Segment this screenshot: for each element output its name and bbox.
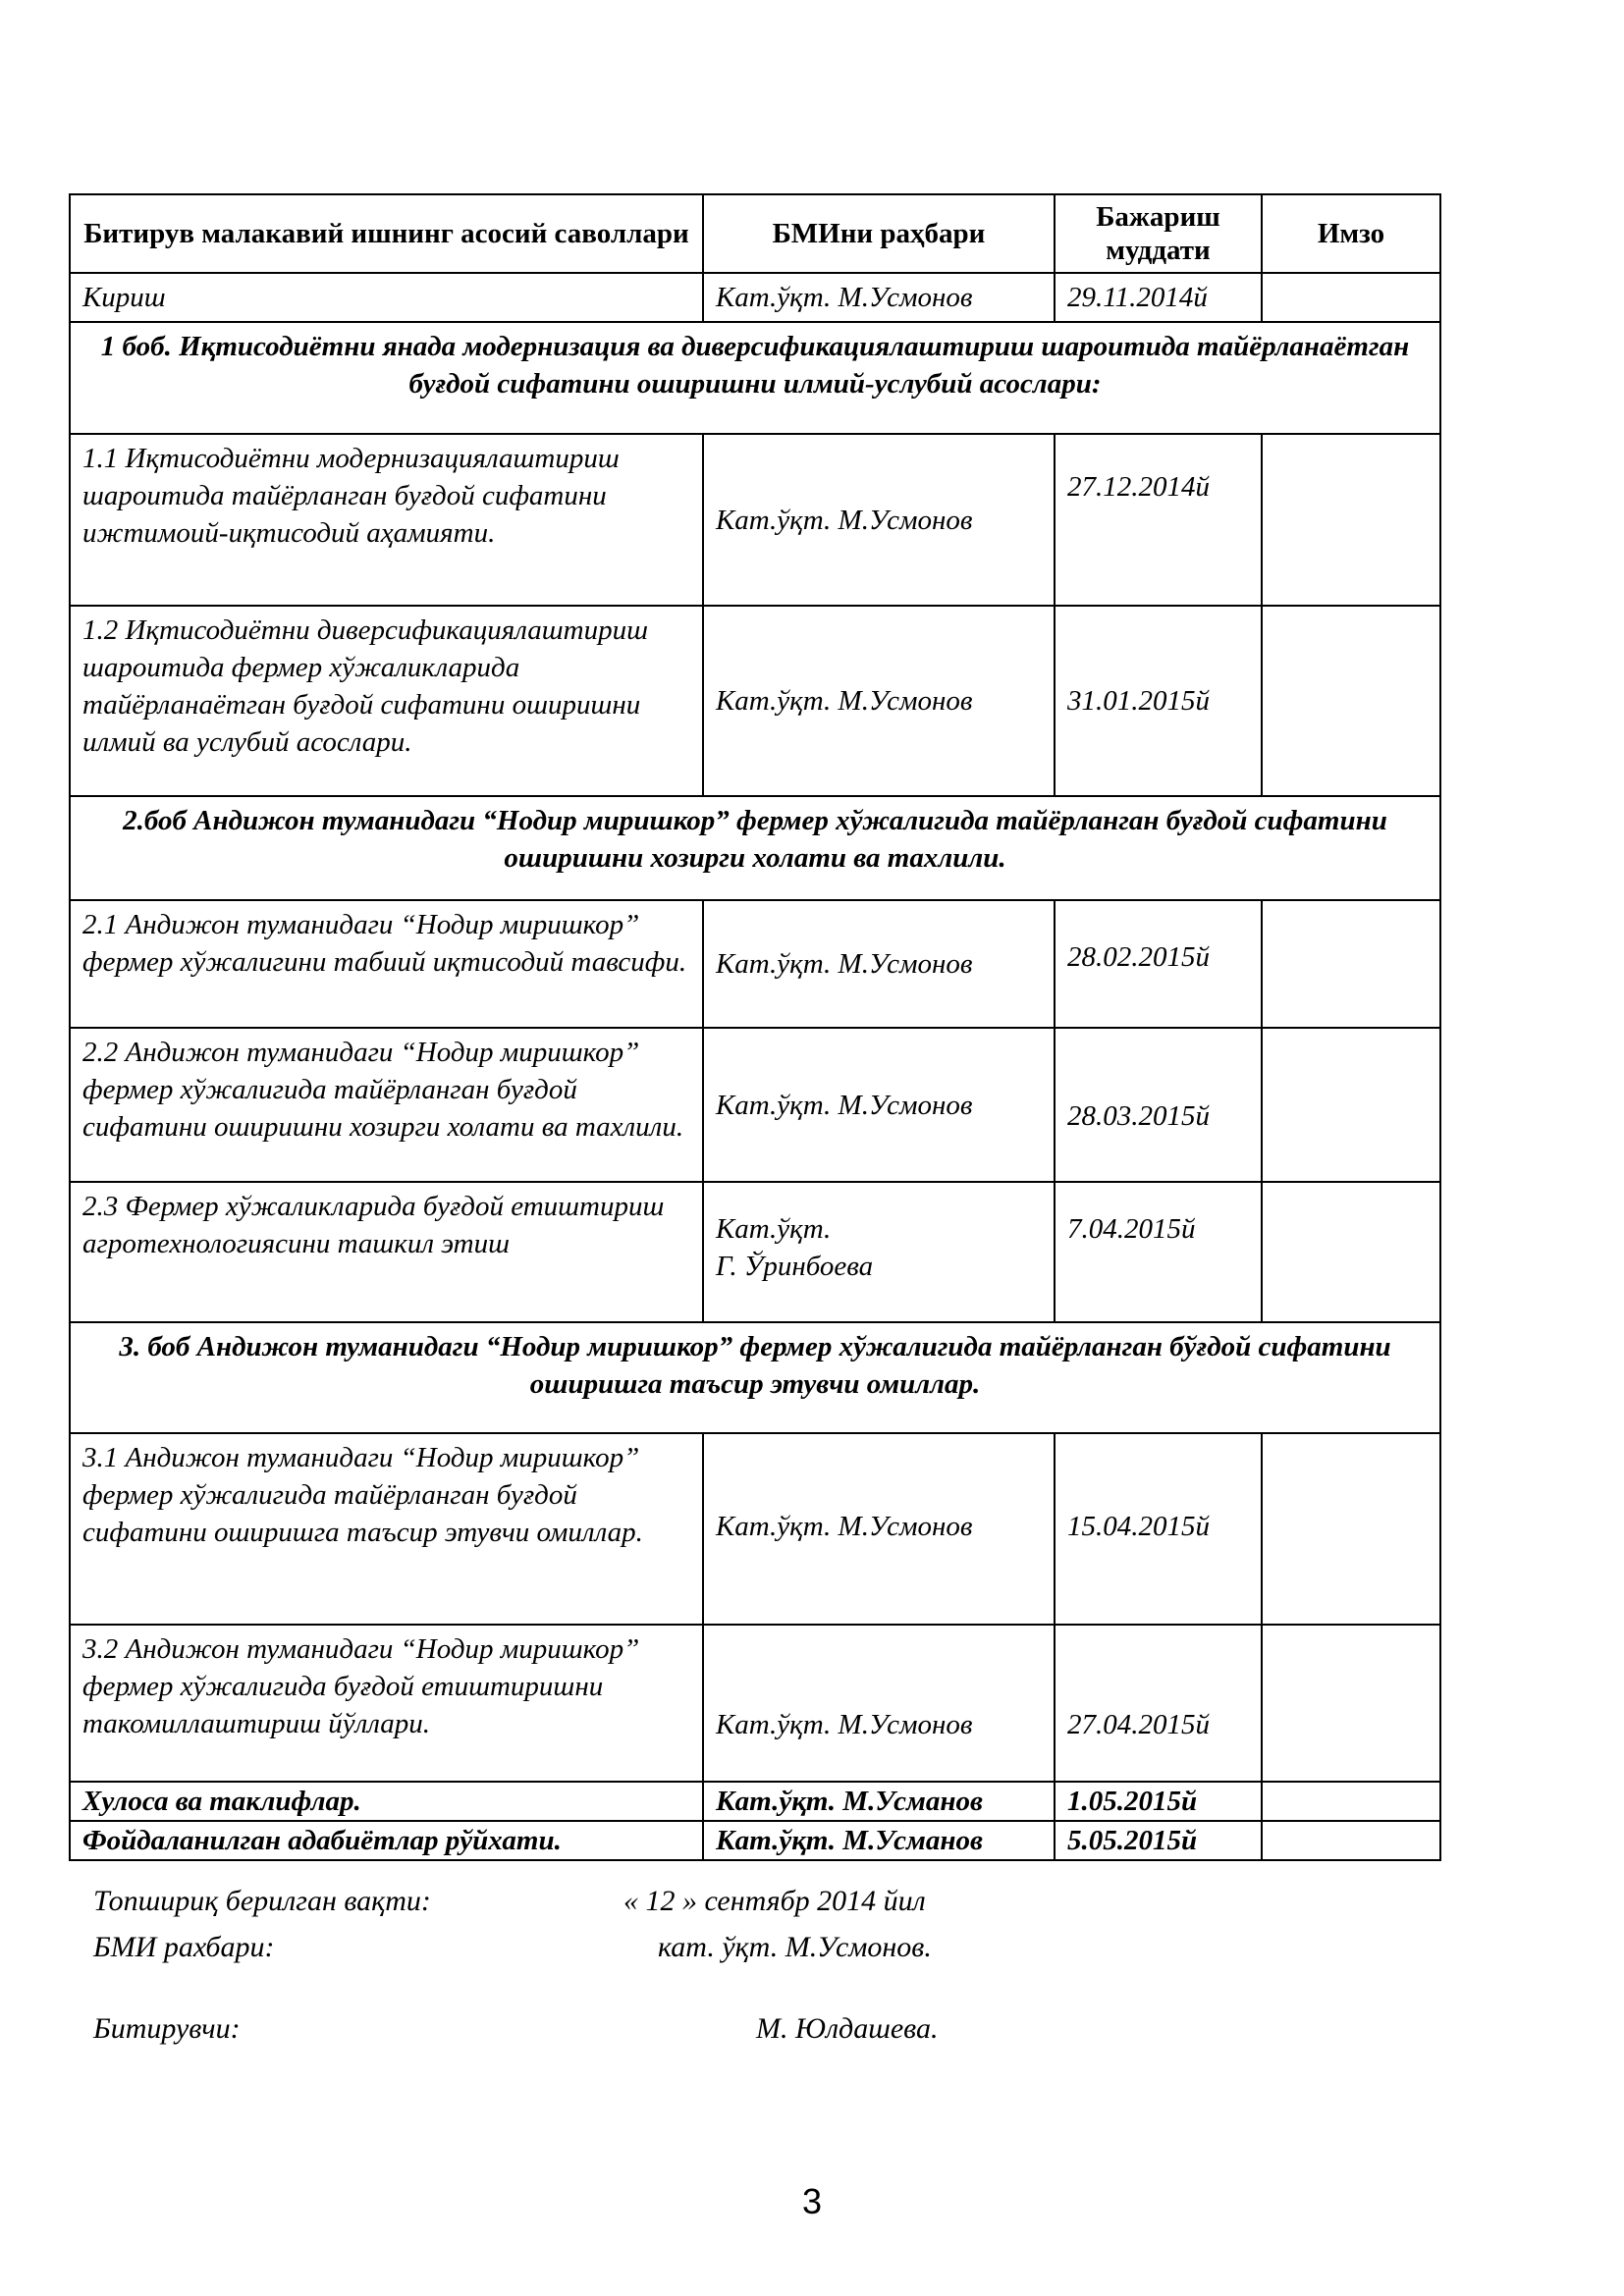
supervisor-cell: Кат.ўқт. М.Усмонов xyxy=(703,1433,1055,1625)
header-deadline: Бажариш муддати xyxy=(1055,194,1262,273)
topic-cell: 2.2 Андижон туманидаги “Нодир миришкор” фермер хўжалигида тайёрланган буғдой сифатини оширишни хозирги холати ва тахлили. xyxy=(70,1028,703,1182)
table-row xyxy=(70,1821,1440,1860)
header-questions: Битирув малакавий ишнинг асосий саволлари xyxy=(70,194,703,273)
topic-cell: 1.2 Иқтисодиётни диверсификациялаштириш шароитида фермер хўжаликларида тайёрланаётган буғдой сифатини оширишни илмий ва услубий асослари. xyxy=(70,606,703,796)
supervisor-cell: Кат.ўқт. М.Усмонов xyxy=(703,606,1055,796)
graduate-label: Битирувчи: xyxy=(93,2012,241,2045)
signature-cell xyxy=(1262,1782,1440,1821)
topic-cell: 3.1 Андижон туманидаги “Нодир миришкор” фермер хўжалигида тайёрланган буғдой сифатини оширишга таъсир этувчи омиллар. xyxy=(70,1433,703,1625)
signature-cell xyxy=(1262,1028,1440,1182)
topic-cell: 1.1 Иқтисодиётни модернизациялаштириш шароитида тайёрланган буғдой сифатини ижтимоий-иқтисодий аҳамияти. xyxy=(70,434,703,606)
page-number: 3 xyxy=(801,2181,823,2221)
deadline-cell: 7.04.2015й xyxy=(1055,1182,1262,1322)
signature-cell xyxy=(1262,434,1440,606)
chapter-row xyxy=(70,322,1440,434)
table-row xyxy=(70,900,1440,1028)
deadline-cell: 27.12.2014й xyxy=(1055,434,1262,606)
supervisor-cell: Кат.ўқт. М.Усмонов xyxy=(703,1028,1055,1182)
signature-cell xyxy=(1262,1182,1440,1322)
table-row xyxy=(70,1028,1440,1182)
schedule-table xyxy=(69,193,1441,1861)
deadline-cell: 28.02.2015й xyxy=(1055,900,1262,1028)
graduate-value: М. Юлдашева. xyxy=(756,2012,939,2045)
topic-cell: 2.3 Фермер хўжаликларида буғдой етиштириш агротехнологиясини ташкил этиш xyxy=(70,1182,703,1322)
deadline-cell: 27.04.2015й xyxy=(1055,1625,1262,1782)
table-row xyxy=(70,434,1440,606)
topic-cell: Хулоса ва таклифлар. xyxy=(70,1782,703,1821)
supervisor-cell: Кат.ўқт. М.Усмонов xyxy=(703,900,1055,1028)
table-row xyxy=(70,273,1440,322)
supervisor-cell: Кат.ўқт. М.Усмонов xyxy=(703,434,1055,606)
supervisor-cell: Кат.ўқт. М.Усманов xyxy=(703,1821,1055,1860)
chapter-title: 1 боб. Иқтисодиётни янада модернизация ва диверсификациялаштириш шароитида тайёрланаётган буғдой сифатини оширишни илмий-услубий асослари: xyxy=(70,322,1440,434)
deadline-cell: 1.05.2015й xyxy=(1055,1782,1262,1821)
signature-cell xyxy=(1262,273,1440,322)
chapter-row xyxy=(70,796,1440,900)
chapter-title: 2.боб Андижон туманидаги “Нодир миришкор” фермер хўжалигида тайёрланган буғдой сифатини оширишни хозирги холати ва тахлили. xyxy=(70,796,1440,900)
header-row xyxy=(70,194,1440,273)
assigned-value: « 12 » сентябр 2014 йил xyxy=(623,1885,926,1917)
supervisor-value: кат. ўқт. М.Усмонов. xyxy=(658,1931,932,1963)
topic-cell: 3.2 Андижон туманидаги “Нодир миришкор” фермер хўжалигида буғдой етиштиришни такомиллаштириш йўллари. xyxy=(70,1625,703,1782)
assigned-date-line xyxy=(93,1885,926,1918)
signature-cell xyxy=(1262,1625,1440,1782)
supervisor-label: БМИ рахбари: xyxy=(93,1931,275,1963)
supervisor-line xyxy=(93,1931,932,1964)
signature-cell xyxy=(1262,900,1440,1028)
supervisor-cell: Кат.ўқт. М.Усмонов xyxy=(703,273,1055,322)
supervisor-cell: Кат.ўқт. М.Усманов xyxy=(703,1782,1055,1821)
chapter-row xyxy=(70,1322,1440,1433)
chapter-title: 3. боб Андижон туманидаги “Нодир миришкор” фермер хўжалигида тайёрланган бўғдой сифатини оширишга таъсир этувчи омиллар. xyxy=(70,1322,1440,1433)
signature-cell xyxy=(1262,606,1440,796)
table-row xyxy=(70,1625,1440,1782)
assignment-schedule-sheet xyxy=(69,193,1439,1861)
deadline-cell: 15.04.2015й xyxy=(1055,1433,1262,1625)
graduate-line xyxy=(93,2012,939,2046)
table-row xyxy=(70,606,1440,796)
supervisor-cell: Кат.ўқт. Г. Ўринбоева xyxy=(703,1182,1055,1322)
table-row xyxy=(70,1433,1440,1625)
deadline-cell: 29.11.2014й xyxy=(1055,273,1262,322)
header-signature: Имзо xyxy=(1262,194,1440,273)
deadline-cell: 31.01.2015й xyxy=(1055,606,1262,796)
topic-cell: Фойдаланилган адабиётлар рўйхати. xyxy=(70,1821,703,1860)
deadline-cell: 5.05.2015й xyxy=(1055,1821,1262,1860)
deadline-cell: 28.03.2015й xyxy=(1055,1028,1262,1182)
topic-cell: 2.1 Андижон туманидаги “Нодир миришкор” фермер хўжалигини табиий иқтисодий тавсифи. xyxy=(70,900,703,1028)
table-row xyxy=(70,1182,1440,1322)
assigned-label: Топшириқ берилган вақти: xyxy=(93,1885,431,1917)
signature-cell xyxy=(1262,1433,1440,1625)
signature-cell xyxy=(1262,1821,1440,1860)
table-row xyxy=(70,1782,1440,1821)
supervisor-cell: Кат.ўқт. М.Усмонов xyxy=(703,1625,1055,1782)
topic-cell: Кириш xyxy=(70,273,703,322)
header-supervisor: БМИни раҳбари xyxy=(703,194,1055,273)
